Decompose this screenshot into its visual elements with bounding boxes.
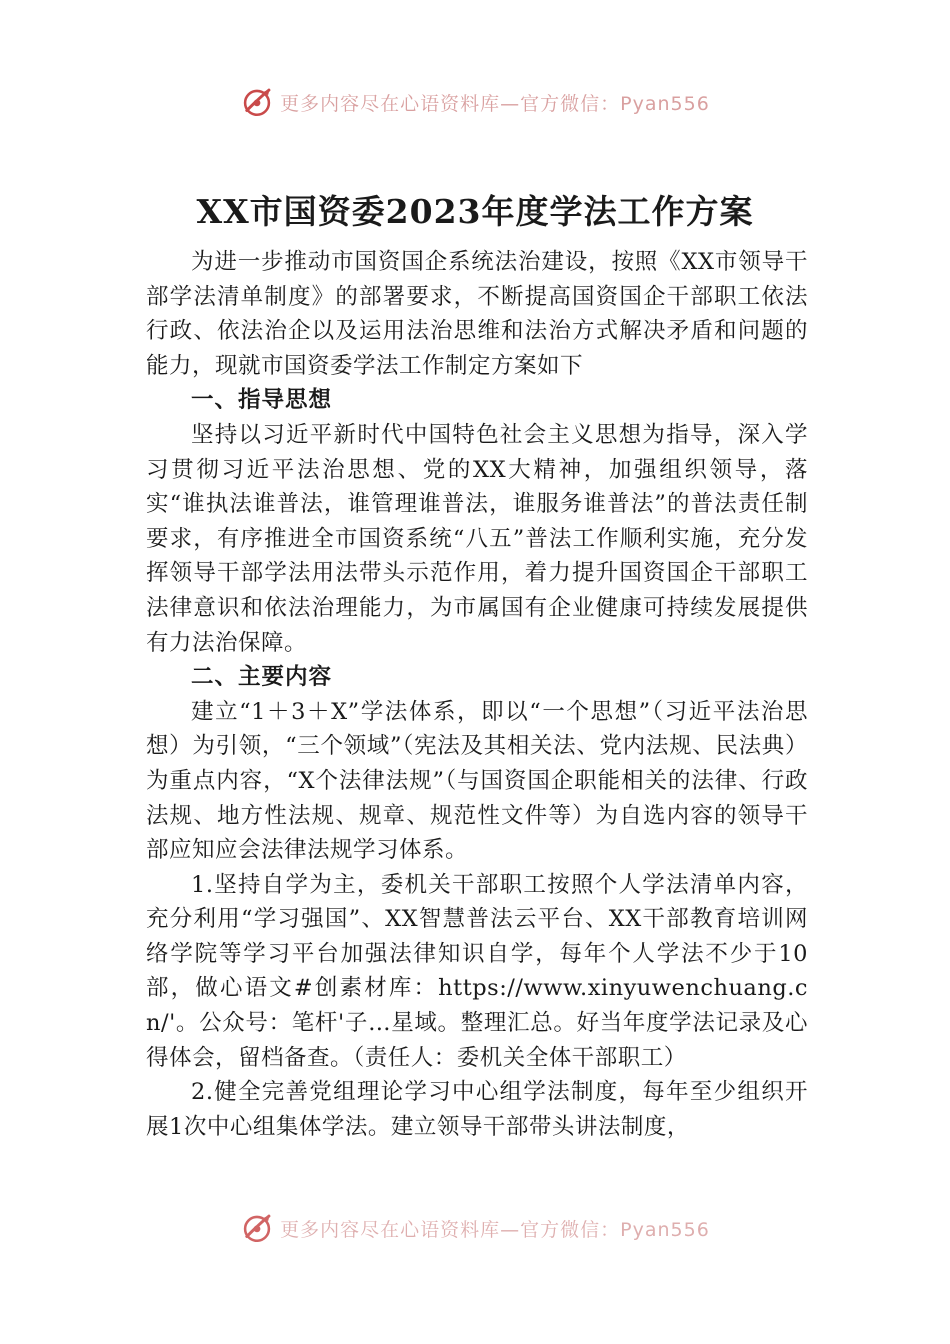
brand-logo-icon bbox=[240, 85, 274, 119]
intro-paragraph: 为进一步推动市国资国企系统法治建设，按照《XX市领导干部学法清单制度》的部署要求，不断提高国资国企干部职工依法行政、依法治企以及运用法治思维和法治方式解决矛盾和问题的能力，现就市国资委学法工作制定方案如下 bbox=[146, 249, 808, 379]
document-title: XX市国资委2023年度学法工作方案 bbox=[196, 192, 754, 231]
watermark-text: 更多内容尽在心语资料库—官方微信：Pyan556 bbox=[280, 92, 710, 115]
section-paragraph: 建立“1＋3＋X”学法体系，即以“一个思想”（习近平法治思想）为引领，“三个领域”（宪法及其相关法、党内法规、民法典）为重点内容，“X个法律法规”（与国资国企职能相关的法律、行政法规、地方性法规、规章、规范性文件等）为自选内容的领导干部应知应会法律法规学习体系。 bbox=[146, 698, 808, 864]
watermark-text: 更多内容尽在心语资料库—官方微信：Pyan556 bbox=[280, 1218, 710, 1241]
section-paragraph: 1.坚持自学为主，委机关干部职工按照个人学法清单内容，充分利用“学习强国”、XX智慧普法云平台、XX干部教育培训网络学院等学习平台加强法律知识自学，每年个人学法不少于10部，做心语文#创素材库：https://www.xinyuwenchuang.cn/'。公众号：笔杆'子…星域。整理汇总。好当年度学法记录及心得体会，留档备查。（责任人：委机关全体干部职工） bbox=[146, 871, 808, 1071]
brand-logo-icon bbox=[240, 1211, 274, 1242]
section-paragraph: 坚持以习近平新时代中国特色社会主义思想为指导，深入学习贯彻习近平法治思想、党的XX大精神，加强组织领导，落实“谁执法谁普法，谁管理谁普法，谁服务谁普法”的普法责任制要求，有序推进全市国资系统“八五”普法工作顺利实施，充分发挥领导干部学法用法带头示范作用，着力提升国资国企干部职工法律意识和依法治理能力，为市属国有企业健康可持续发展提供有力法治保障。 bbox=[146, 421, 808, 656]
document-body bbox=[146, 245, 808, 1144]
section-paragraph: 2.健全完善党组理论学习中心组学法制度，每年至少组织开展1次中心组集体学法。建立领导干部带头讲法制度， bbox=[146, 1079, 808, 1140]
footer-watermark-banner bbox=[0, 1206, 950, 1242]
section-heading: 一、指导思想 bbox=[191, 387, 333, 414]
section-heading: 二、主要内容 bbox=[191, 664, 333, 691]
header-watermark-banner bbox=[0, 80, 950, 124]
